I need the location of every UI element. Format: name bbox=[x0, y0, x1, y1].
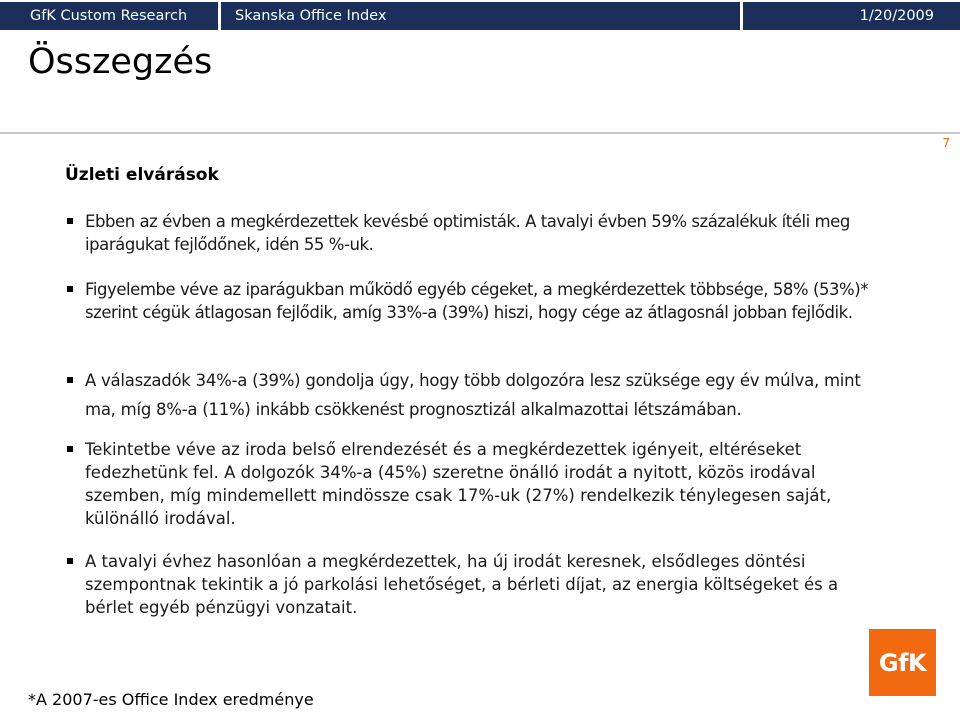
header-company: GfK Custom Research bbox=[0, 2, 218, 30]
bullet-item bbox=[85, 278, 870, 324]
header-date: 1/20/2009 bbox=[743, 2, 960, 30]
bullet-item bbox=[85, 366, 870, 424]
bullet-square-icon bbox=[67, 558, 73, 564]
header-bar bbox=[0, 0, 960, 33]
bullet-text: Ebben az évben a megkérdezettek kevésbé optimisták. A tavalyi évben 59% százalékuk ítéli meg iparágukat fejlődőnek, idén 55 %-uk. bbox=[85, 212, 850, 254]
bullet-square-icon bbox=[67, 446, 73, 452]
logo-text: GfK bbox=[878, 648, 927, 677]
section-subtitle: Üzleti elvárások bbox=[65, 165, 219, 185]
gfk-logo bbox=[869, 629, 936, 696]
bullet-square-icon bbox=[67, 218, 73, 224]
header-report-name: Skanska Office Index bbox=[221, 2, 740, 30]
bullet-item bbox=[85, 550, 870, 619]
bullet-square-icon bbox=[67, 377, 73, 383]
footnote: *A 2007-es Office Index eredménye bbox=[28, 690, 314, 709]
bullet-text: A tavalyi évhez hasonlóan a megkérdezettek, ha új irodát keresnek, elsődleges döntési szempontnak tekintik a jó parkolási lehetőséget, a bérleti díjat, az energia költségeket és a bérlet egyéb pénzügyi vonzatait. bbox=[85, 552, 839, 617]
page-number: 7 bbox=[942, 136, 950, 150]
bullet-item bbox=[85, 210, 870, 256]
page-title: Összegzés bbox=[28, 42, 213, 82]
bullet-text: A válaszadók 34%-a (39%) gondolja úgy, hogy több dolgozóra lesz szüksége egy év múlva, mint ma, míg 8%-a (11%) inkább csökkenést prognosztizál alkalmazottai létszámában. bbox=[85, 371, 861, 419]
title-divider bbox=[0, 132, 960, 134]
bullet-text: Tekintetbe véve az iroda belső elrendezését és a megkérdezettek igényeit, eltéréseket fedezhetünk fel. A dolgozók 34%-a (45%) szeretne önálló irodát a nyitott, közös irodával szemben, míg mindemellett mindössze csak 17%-uk (27%) rendelkezik ténylegesen saját, különálló irodával. bbox=[85, 440, 832, 528]
bullet-square-icon bbox=[67, 286, 73, 292]
bullet-item bbox=[85, 438, 870, 530]
bullet-text: Figyelembe véve az iparágukban működő egyéb cégeket, a megkérdezettek többsége, 58% (53%)* szerint cégük átlagosan fejlődik, amíg 33%-a (39%) hiszi, hogy cége az átlagosnál jobban fejlődik. bbox=[85, 280, 869, 322]
